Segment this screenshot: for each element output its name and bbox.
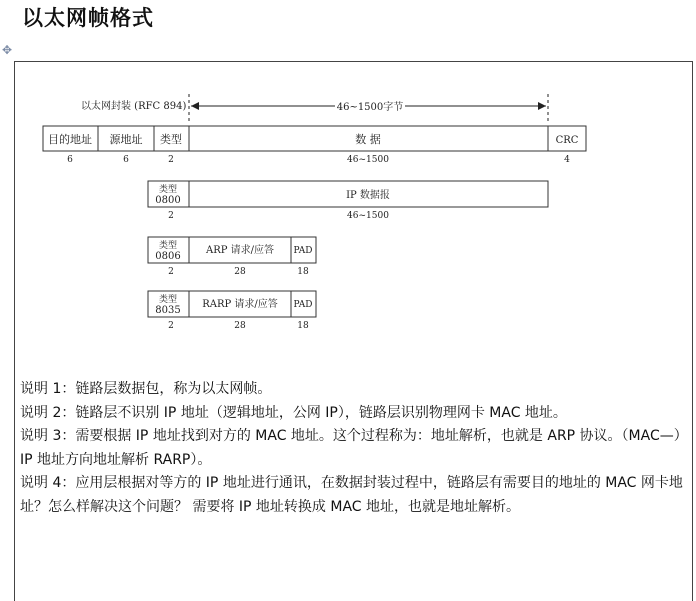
note-3: 说明 3：需要根据 IP 地址找到对方的 MAC 地址。这个过程称为：地址解析，也就是 ARP 协议。（MAC—）IP 地址方向地址解析 RARP）。	[20, 428, 688, 468]
arp-payload-label: ARP 请求/应答	[205, 245, 275, 256]
field-crc-size: 4	[564, 155, 570, 165]
field-dst-label: 目的地址	[48, 133, 92, 146]
note-1: 说明 1：链路层数据包，称为以太网帧。	[20, 381, 272, 397]
page-title: 以太网帧格式	[22, 6, 154, 30]
arp-type-size: 2	[168, 267, 174, 277]
note-4: 说明 4：应用层根据对等方的 IP 地址进行通讯，在数据封装过程中，链路层有需要目的地址的 MAC 网卡地址？怎么样解决这个问题？ 需要将 IP 地址转换成 MAC 地址，也就是地址解析。	[20, 475, 683, 515]
arp-row	[148, 237, 316, 277]
arp-pad-label: PAD	[293, 246, 313, 256]
span-label: 46~1500字节	[336, 102, 404, 113]
ip-type-label: 类型	[158, 185, 178, 195]
notes-section	[20, 378, 688, 520]
ip-row	[148, 181, 548, 221]
encapsulation-label: 以太网封装 (RFC 894)	[81, 101, 187, 112]
ip-payload-size: 46~1500	[347, 211, 389, 221]
field-crc-label: CRC	[555, 135, 579, 146]
field-src-size: 6	[123, 155, 129, 165]
rarp-payload-size: 28	[234, 321, 246, 331]
arp-payload-size: 28	[234, 267, 246, 277]
ip-payload-label: IP 数据报	[346, 190, 390, 201]
content-frame	[14, 61, 693, 601]
note-2: 说明 2：链路层不识别 IP 地址（逻辑地址，公网 IP），链路层识别物理网卡 MAC 地址。	[20, 404, 567, 421]
rarp-payload-label: RARP 请求/应答	[202, 299, 278, 310]
rarp-pad-size: 18	[297, 321, 309, 331]
arp-pad-size: 18	[297, 267, 309, 277]
move-handle-icon[interactable]: ✥	[2, 43, 13, 57]
rarp-pad-label: PAD	[293, 300, 313, 310]
field-data-label: 数 据	[355, 133, 381, 146]
rarp-row	[148, 291, 316, 331]
ethernet-frame-row	[43, 126, 586, 165]
field-type-label: 类型	[160, 133, 182, 146]
rarp-type-size: 2	[168, 321, 174, 331]
rarp-type-code: 8035	[155, 305, 181, 316]
arp-type-code: 0806	[155, 251, 181, 262]
ip-type-code: 0800	[155, 195, 181, 206]
rarp-type-label: 类型	[158, 295, 178, 305]
arp-type-label: 类型	[158, 241, 178, 251]
ethernet-frame-diagram	[15, 62, 694, 387]
field-src-label: 源地址	[109, 133, 143, 146]
field-data-size: 46~1500	[347, 155, 389, 165]
ip-type-size: 2	[168, 211, 174, 221]
field-dst-size: 6	[67, 155, 73, 165]
field-type-size: 2	[168, 155, 174, 165]
